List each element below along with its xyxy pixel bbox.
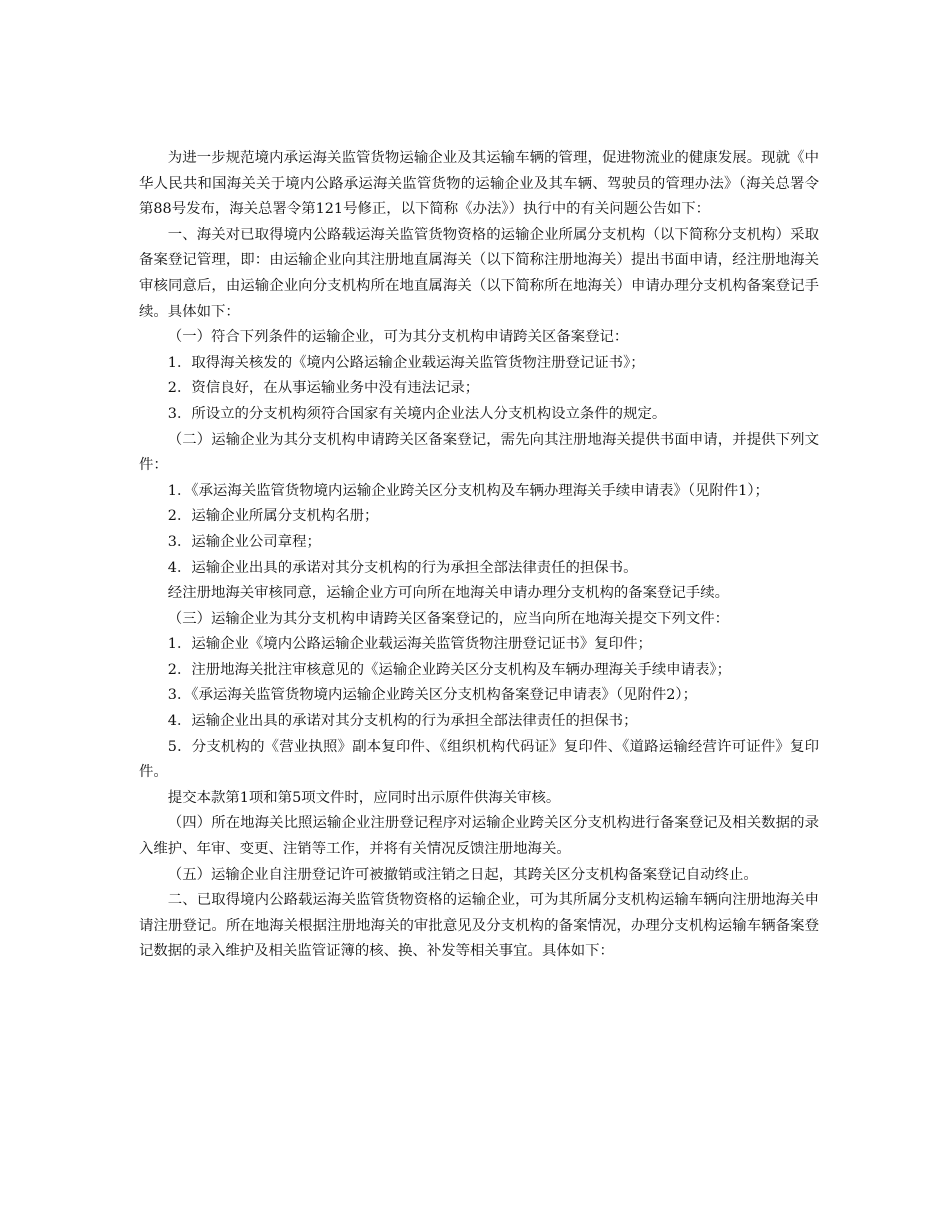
paragraph-subsection-2: （二）运输企业为其分支机构申请跨关区备案登记，需先向其注册地海关提供书面申请，并提供下列文件： — [139, 431, 819, 474]
list-item: 2．资信良好，在从事运输业务中没有违法记录； — [167, 380, 480, 397]
paragraph-intro: 为进一步规范境内承运海关监管货物运输企业及其运输车辆的管理，促进物流业的健康发展。现就《中华人民共和国海关关于境内公路承运海关监管货物的运输企业及其车辆、驾驶员的管理办法》（海关总署令第88号发布，海关总署令第121号修正，以下简称《办法》）执行中的有关问题公告如下： — [139, 150, 819, 218]
paragraph-note: 提交本款第1项和第5项文件时，应同时出示原件供海关审核。 — [167, 789, 561, 806]
document-body — [139, 146, 819, 965]
list-item: 1．取得海关核发的《境内公路运输企业载运海关监管货物注册登记证书》； — [167, 354, 645, 371]
paragraph-subsection-1: （一）符合下列条件的运输企业，可为其分支机构申请跨关区备案登记： — [167, 329, 629, 346]
list-item: 4．运输企业出具的承诺对其分支机构的行为承担全部法律责任的担保书； — [167, 713, 638, 730]
list-item: 1．《承运海关监管货物境内运输企业跨关区分支机构及车辆办理海关手续申请表》（见附件1）； — [167, 482, 769, 499]
list-item: 3．所设立的分支机构须符合国家有关境内企业法人分支机构设立条件的规定。 — [167, 405, 667, 422]
paragraph-subsection-4: （四）所在地海关比照运输企业注册登记程序对运输企业跨关区分支机构进行备案登记及相关数据的录入维护、年审、变更、注销等工作，并将有关情况反馈注册地海关。 — [139, 815, 819, 858]
list-item: 5．分支机构的《营业执照》副本复印件、《组织机构代码证》复印件、《道路运输经营许可证件》复印件。 — [139, 738, 819, 781]
list-item: 1．运输企业《境内公路运输企业载运海关监管货物注册登记证书》复印件； — [167, 636, 652, 653]
paragraph-note: 经注册地海关审核同意，运输企业方可向所在地海关申请办理分支机构的备案登记手续。 — [167, 585, 730, 602]
paragraph-subsection-5: （五）运输企业自注册登记许可被撤销或注销之日起，其跨关区分支机构备案登记自动终止。 — [167, 866, 758, 883]
paragraph-section-1: 一、海关对已取得境内公路载运海关监管货物资格的运输企业所属分支机构（以下简称分支机构）采取备案登记管理，即：由运输企业向其注册地直属海关（以下简称注册地海关）提出书面申请，经注册地海关审核同意后，由运输企业向分支机构所在地直属海关（以下简称所在地海关）申请办理分支机构备案登记手续。具体如下： — [139, 226, 819, 320]
list-item: 4．运输企业出具的承诺对其分支机构的行为承担全部法律责任的担保书。 — [167, 559, 638, 576]
paragraph-section-2: 二、已取得境内公路载运海关监管货物资格的运输企业，可为其所属分支机构运输车辆向注册地海关申请注册登记。所在地海关根据注册地海关的审批意见及分支机构的备案情况，办理分支机构运输车辆备案登记数据的录入维护及相关监管证簿的核、换、补发等相关事宜。具体如下： — [139, 892, 819, 960]
list-item: 3．《承运海关监管货物境内运输企业跨关区分支机构备案登记申请表》（见附件2）； — [167, 687, 697, 704]
list-item: 2．运输企业所属分支机构名册； — [167, 508, 379, 525]
paragraph-subsection-3: （三）运输企业为其分支机构申请跨关区备案登记的，应当向所在地海关提交下列文件： — [167, 610, 730, 627]
list-item: 2．注册地海关批注审核意见的《运输企业跨关区分支机构及车辆办理海关手续申请表》； — [167, 661, 731, 678]
list-item: 3．运输企业公司章程； — [167, 533, 321, 550]
